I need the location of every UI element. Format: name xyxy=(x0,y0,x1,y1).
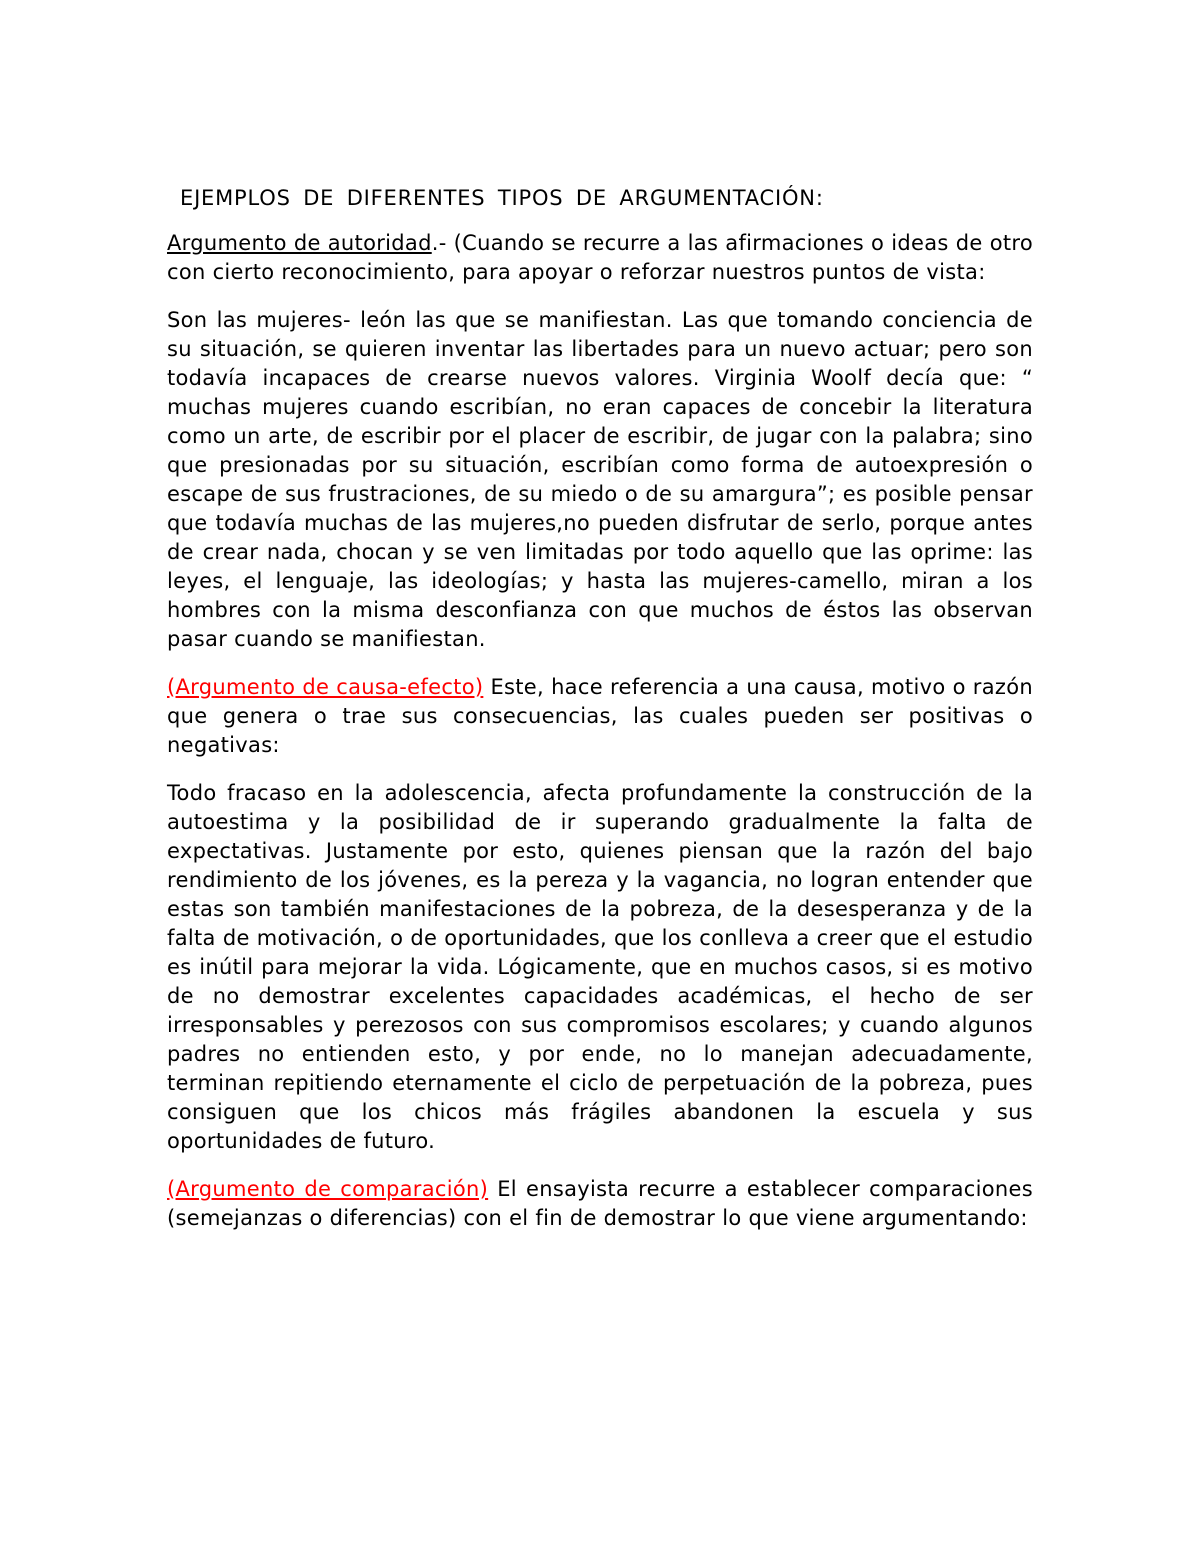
section-comparison-intro xyxy=(167,1175,1033,1233)
section-authority-intro xyxy=(167,229,1033,287)
section-cause-effect-intro-text: Este, hace referencia a una causa, motivo o razón que genera o trae sus consecuencias, las cuales pueden ser positivas o negativas: xyxy=(167,675,1033,757)
document-body xyxy=(167,184,1033,1252)
section-cause-effect-label: (Argumento de causa-efecto) xyxy=(167,675,484,699)
section-cause-effect-example: Todo fracaso en la adolescencia, afecta profundamente la construcción de la autoestima y la posibilidad de ir superando gradualmente la falta de expectativas. Justamente por esto, quienes piensan que la razón del bajo rendimiento de los jóvenes, es la pereza y la vagancia, no logran entender que estas son también manifestaciones de la pobreza, de la desesperanza y de la falta de motivación, o de oportunidades, que los conlleva a creer que el estudio es inútil para mejorar la vida. Lógicamente, que en muchos casos, si es motivo de no demostrar excelentes capacidades académicas, el hecho de ser irresponsables y perezosos con sus compromisos escolares; y cuando algunos padres no entienden esto, y por ende, no lo manejan adecuadamente, terminan repitiendo eternamente el ciclo de perpetuación de la pobreza, pues consiguen que los chicos más frágiles abandonen la escuela y sus oportunidades de futuro. xyxy=(167,781,1033,1153)
document-title: EJEMPLOS DE DIFERENTES TIPOS DE ARGUMENTACIÓN: xyxy=(180,186,824,210)
section-comparison-intro-text: El ensayista recurre a establecer comparaciones (semejanzas o diferencias) con el fin de demostrar lo que viene argumentando: xyxy=(167,1177,1033,1230)
section-cause-effect-intro xyxy=(167,673,1033,760)
section-authority-intro-text: .- (Cuando se recurre a las afirmaciones o ideas de otro con cierto reconocimiento, para apoyar o reforzar nuestros puntos de vista: xyxy=(167,231,1033,284)
section-authority-example: Son las mujeres- león las que se manifiestan. Las que tomando conciencia de su situación, se quieren inventar las libertades para un nuevo actuar; pero son todavía incapaces de crearse nuevos valores. Virginia Woolf decía que: “ muchas mujeres cuando escribían, no eran capaces de concebir la literatura como un arte, de escribir por el placer de escribir, de jugar con la palabra; sino que presionadas por su situación, escribían como forma de autoexpresión o escape de sus frustraciones, de su miedo o de su amargura”; es posible pensar que todavía muchas de las mujeres,no pueden disfrutar de serlo, porque antes de crear nada, chocan y se ven limitadas por todo aquello que las oprime: las leyes, el lenguaje, las ideologías; y hasta las mujeres-camello, miran a los hombres con la misma desconfianza con que muchos de éstos las observan pasar cuando se manifiestan. xyxy=(167,308,1033,651)
section-authority-label: Argumento de autoridad xyxy=(167,231,432,255)
section-comparison-label: (Argumento de comparación) xyxy=(167,1177,489,1201)
